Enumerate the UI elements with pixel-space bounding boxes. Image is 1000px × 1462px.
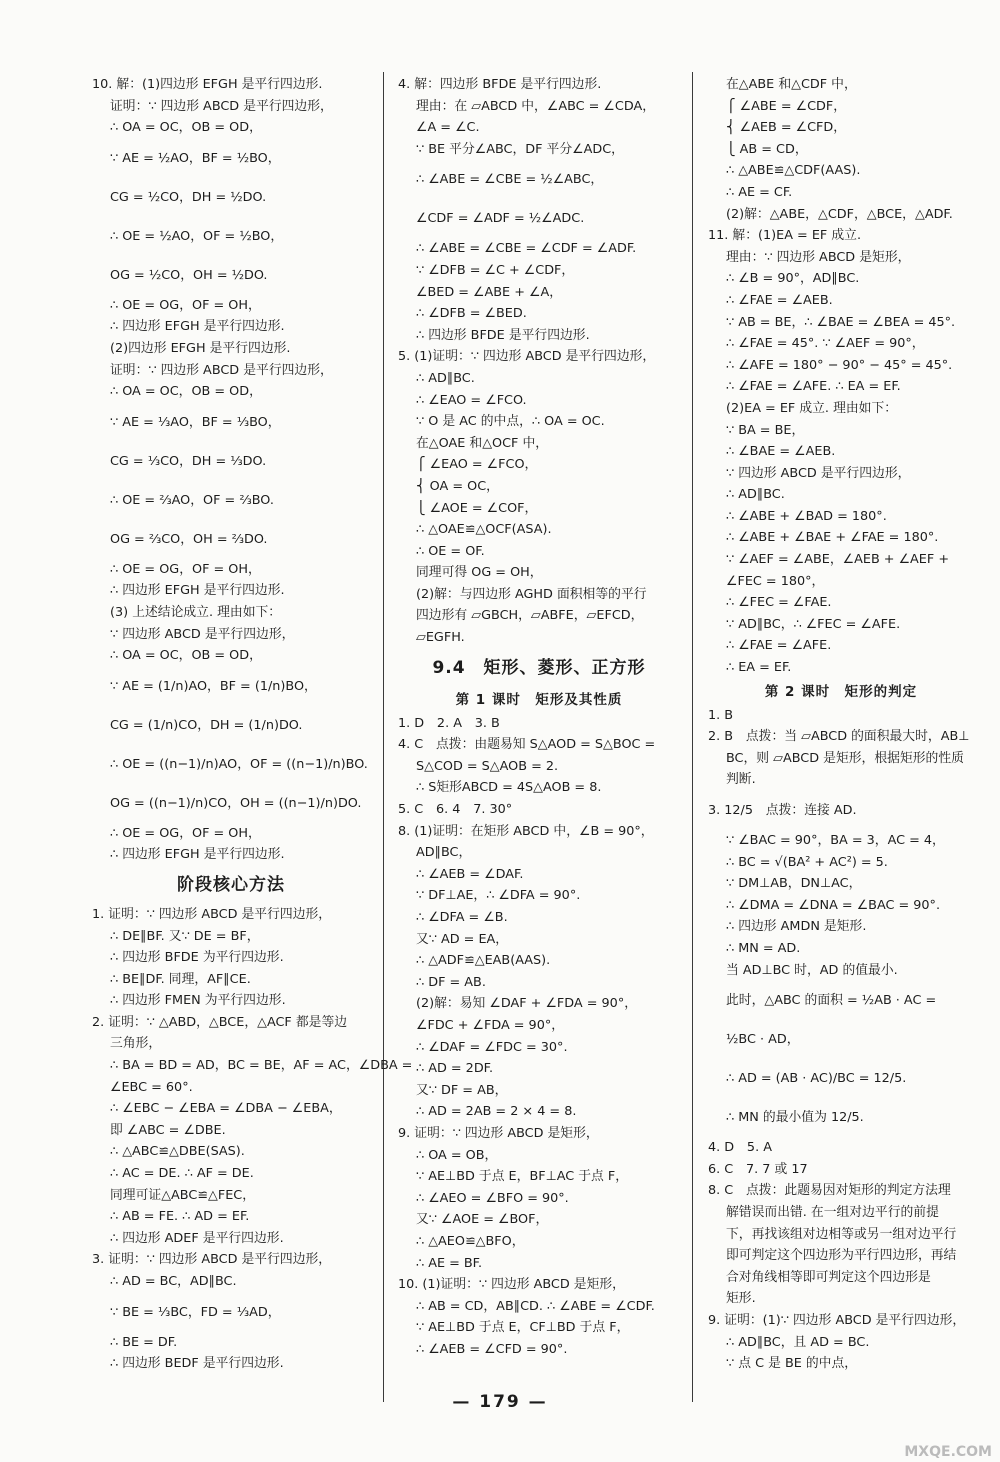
col2-line: ▱EGFH. — [416, 630, 465, 646]
col2-line: ∴ △ADF≌△EAB(AAS). — [416, 953, 551, 969]
col2-line: 9.4 矩形、菱形、正方形 — [432, 657, 646, 678]
col1-line: ∴ AC = DE. ∴ AF = DE. — [110, 1166, 254, 1182]
col3-line: ∵ 点 C 是 BE 的中点， — [726, 1356, 858, 1372]
col3-line: 9. 证明：(1)∵ 四边形 ABCD 是平行四边形， — [708, 1312, 966, 1328]
col2-line: ∴ ∠DFA = ∠B. — [416, 910, 508, 925]
col2-line: 5. (1)证明：∵ 四边形 ABCD 是平行四边形， — [398, 349, 656, 365]
col3-line: 解错误而出错. 在一组对边平行的前提 — [726, 1204, 939, 1220]
col2-line: ∴ ∠ABE = ∠CBE = ½∠ABC， — [416, 172, 604, 188]
col3-line: ∵ AB = BE，∴ ∠BAE = ∠BEA = 45°. — [726, 314, 956, 330]
col3-line: ∴ ∠B = 90°，AD∥BC. — [726, 271, 860, 287]
col3-line: 在△ABE 和△CDF 中， — [726, 77, 857, 92]
column-divider-1 — [383, 72, 384, 1402]
col2-line: ∴ ∠AEB = ∠CFD = 90°. — [416, 1341, 568, 1357]
col1-line: ∴ 四边形 ADEF 是平行四边形. — [110, 1230, 284, 1246]
col2-line: ∵ O 是 AC 的中点，∴ OA = OC. — [416, 414, 605, 430]
col3-line: ∴ AE = CF. — [726, 184, 793, 200]
col3-line: 即可判定这个四边形为平行四边形，再结 — [726, 1248, 957, 1264]
col1-line: ∴ 四边形 FMEN 为平行四边形. — [110, 993, 286, 1009]
col2-line: ∴ AE = BF. — [416, 1255, 483, 1271]
col1-line: CG = ½CO，DH = ½DO. — [110, 189, 267, 205]
col3-line: ∵ DM⊥AB，DN⊥AC， — [726, 876, 862, 892]
col3-line: ∴ ∠FAE = ∠AFE. ∴ EA = EF. — [726, 379, 901, 395]
col1-line: 同理可证△ABC≌△FEC， — [110, 1187, 256, 1203]
col2-line: 4. 解：四边形 BFDE 是平行四边形. — [398, 77, 602, 92]
col1-line: ∴ ∠EBC − ∠EBA = ∠DBA − ∠EBA， — [110, 1101, 342, 1117]
col2-line: (2)解：与四边形 AGHD 面积相等的平行 — [416, 586, 647, 602]
col2-line: 理由：在 ▱ABCD 中，∠ABC = ∠CDA， — [416, 98, 656, 114]
col3-line: 1. B — [708, 707, 734, 723]
col3-line: 2. B 点拨：当 ▱ABCD 的面积最大时，AB⊥ — [708, 729, 970, 745]
col2-line: 9. 证明：∵ 四边形 ABCD 是矩形， — [398, 1125, 599, 1141]
col1-line: ∴ OA = OC，OB = OD， — [110, 648, 262, 664]
col2-line: ∴ ∠AEB = ∠DAF. — [416, 866, 524, 882]
col1-line: 1. 证明：∵ 四边形 ABCD 是平行四边形， — [92, 906, 332, 922]
col1-line: ∴ 四边形 EFGH 是平行四边形. — [110, 847, 285, 863]
col3-line: ∠FEC = 180°， — [726, 573, 825, 589]
col1-line: ∴ AD = BC，AD∥BC. — [110, 1274, 237, 1289]
col3-line: ∴ ∠ABE + ∠BAE + ∠FAE = 180°. — [726, 530, 939, 546]
col2-line: ∵ BE 平分∠ABC，DF 平分∠ADC， — [416, 141, 624, 157]
col3-line: ∴ ∠FAE = ∠AFE. — [726, 638, 832, 654]
col3-line: ∴ MN = AD. — [726, 940, 801, 956]
col3-line: ∴ AD∥BC，且 AD = BC. — [726, 1334, 870, 1350]
col2-line: ∴ ∠AEO = ∠BFO = 90°. — [416, 1190, 569, 1206]
answer-column-right — [708, 74, 974, 1375]
col1-line: ∴ OA = OC，OB = OD， — [110, 120, 262, 136]
col2-line: ∵ AE⊥BD 于点 E，BF⊥AC 于点 F， — [416, 1169, 629, 1185]
col1-line: ∴ OE = OG，OF = OH， — [110, 825, 261, 841]
col2-line: ⎧ ∠EAO = ∠FCO， — [416, 457, 538, 473]
col3-line: (2)解：△ABE，△CDF，△BCE，△ADF. — [726, 206, 953, 222]
col3-line: ∴ EA = EF. — [726, 660, 792, 676]
col2-line: 又∵ DF = AB， — [416, 1082, 508, 1098]
col1-line: ∴ △ABC≌△DBE(SAS). — [110, 1144, 245, 1160]
col1-line: OG = ½CO，OH = ½DO. — [110, 267, 268, 283]
col1-line: ∠EBC = 60°. — [110, 1079, 193, 1095]
col3-line: ∴ ∠BAE = ∠AEB. — [726, 444, 836, 460]
col1-line: ∴ 四边形 BFDE 为平行四边形. — [110, 950, 284, 966]
col1-line: ∴ OE = ((n−1)/n)AO，OF = ((n−1)/n)BO. — [110, 756, 368, 772]
col3-line: 矩形. — [726, 1291, 756, 1307]
col1-line: OG = ⅔CO，OH = ⅔DO. — [110, 531, 268, 547]
col2-line: ∴ DF = AB. — [416, 974, 486, 990]
page-number: — 179 — — [452, 1392, 548, 1412]
col2-line: S△COD = S△AOB = 2. — [416, 758, 559, 774]
col1-line: ∴ OE = OG，OF = OH， — [110, 561, 261, 577]
col3-line: ∴ AD = (AB · AC)/BC = 12/5. — [726, 1071, 907, 1087]
col1-line: 证明：∵ 四边形 ABCD 是平行四边形， — [110, 362, 333, 378]
col2-line: ∴ OA = OB， — [416, 1147, 498, 1163]
column-divider-2 — [692, 72, 693, 1402]
col3-line: ∵ AD∥BC，∴ ∠FEC = ∠AFE. — [726, 616, 901, 632]
col1-line: 证明：∵ 四边形 ABCD 是平行四边形， — [110, 98, 333, 114]
col3-line: ∴ MN 的最小值为 12/5. — [726, 1110, 864, 1126]
col2-line: 又∵ AD = EA， — [416, 931, 509, 947]
col3-line: 4. D 5. A — [708, 1140, 772, 1156]
col2-line: 同理可得 OG = OH， — [416, 565, 543, 581]
col2-line: ⎩ ∠AOE = ∠COF， — [416, 500, 538, 516]
col1-line: ∴ OA = OC，OB = OD， — [110, 384, 262, 400]
col1-line: (3) 上述结论成立. 理由如下： — [110, 604, 282, 620]
col2-line: AD∥BC， — [416, 845, 472, 861]
col2-line: ∴ ∠EAO = ∠FCO. — [416, 392, 527, 408]
col2-line: 4. C 点拨：由题易知 S△AOD = S△BOC = — [398, 737, 656, 753]
col3-line: 合对角线相等即可判定这个四边形是 — [726, 1269, 931, 1285]
col1-line: CG = (1/n)CO，DH = (1/n)DO. — [110, 717, 303, 733]
col1-line: ∵ 四边形 ABCD 是平行四边形， — [110, 626, 295, 642]
col3-line: ⎨ ∠AEB = ∠CFD， — [726, 120, 847, 136]
col1-line: ∴ OE = OG，OF = OH， — [110, 297, 261, 313]
col2-line: 10. (1)证明：∵ 四边形 ABCD 是矩形， — [398, 1277, 625, 1293]
col2-line: ∴ AD∥BC. — [416, 370, 475, 386]
col2-line: ∴ AD = 2AB = 2 × 4 = 8. — [416, 1104, 577, 1120]
col3-line: ∵ 四边形 ABCD 是平行四边形， — [726, 465, 911, 481]
col2-line: 第 1 课时 矩形及其性质 — [455, 691, 623, 708]
col3-line: ∴ ∠FAE = 45°. ∵ ∠AEF = 90°， — [726, 336, 925, 352]
col3-line: ∴ ∠ABE + ∠BAD = 180°. — [726, 508, 887, 524]
col1-line: 三角形， — [110, 1036, 162, 1052]
col1-line: ∴ OE = ⅔AO，OF = ⅔BO. — [110, 492, 274, 508]
col2-line: 1. D 2. A 3. B — [398, 715, 500, 731]
col2-line: 又∵ ∠AOE = ∠BOF， — [416, 1212, 549, 1228]
answer-column-middle — [398, 74, 680, 1360]
col2-line: 在△OAE 和△OCF 中， — [416, 435, 549, 451]
col2-line: ⎨ OA = OC， — [416, 478, 499, 494]
col1-line: ∵ BE = ⅓BC，FD = ⅓AD， — [110, 1304, 281, 1320]
col3-line: 8. C 点拨：此题易因对矩形的判定方法理 — [708, 1183, 951, 1199]
col2-line: ∠BED = ∠ABE + ∠A， — [416, 284, 563, 300]
col3-line: 下，再找该组对边相等或另一组对边平行 — [726, 1226, 957, 1242]
col2-line: ∴ S矩形ABCD = 4S△AOB = 8. — [416, 780, 602, 796]
watermark: MXQE.COM — [904, 1444, 992, 1460]
col1-line: ∴ OE = ½AO，OF = ½BO， — [110, 228, 284, 244]
col3-line: 第 2 课时 矩形的判定 — [764, 683, 918, 700]
col1-line: ∴ BA = BD = AD，BC = BE，AF = AC，∠DBA = — [110, 1058, 413, 1074]
col3-line: 理由：∵ 四边形 ABCD 是矩形， — [726, 249, 911, 265]
col3-line: ∴ △ABE≌△CDF(AAS). — [726, 163, 861, 179]
col2-line: ∵ ∠DFB = ∠C + ∠CDF， — [416, 262, 575, 278]
col2-line: ∵ AE⊥BD 于点 E，CF⊥BD 于点 F， — [416, 1320, 630, 1336]
col2-line: ∵ DF⊥AE，∴ ∠DFA = 90°. — [416, 888, 581, 904]
col3-line: ∵ ∠AEF = ∠ABE，∠AEB + ∠AEF + — [726, 552, 950, 568]
col1-line: CG = ⅓CO，DH = ⅓DO. — [110, 453, 267, 469]
col3-line: ∴ ∠DMA = ∠DNA = ∠BAC = 90°. — [726, 897, 941, 913]
col2-line: ∴ ∠DAF = ∠FDC = 30°. — [416, 1039, 568, 1055]
col2-line: ∴ OE = OF. — [416, 543, 485, 559]
col2-line: ∴ ∠ABE = ∠CBE = ∠CDF = ∠ADF. — [416, 241, 637, 257]
col2-line: ∴ △OAE≌△OCF(ASA). — [416, 522, 552, 538]
col3-line: ∴ AD∥BC. — [726, 487, 785, 503]
col1-line: 3. 证明：∵ 四边形 ABCD 是平行四边形， — [92, 1252, 332, 1268]
col3-line: 3. 12/5 点拨：连接 AD. — [708, 803, 857, 818]
col3-line: ∴ 四边形 AMDN 是矩形. — [726, 919, 867, 935]
col1-line: ∴ BE∥DF. 同理，AF∥CE. — [110, 971, 251, 987]
col3-line: ∵ BA = BE， — [726, 422, 805, 438]
col3-line: 11. 解：(1)EA = EF 成立. — [708, 228, 862, 244]
col1-line: ∴ AB = FE. ∴ AD = EF. — [110, 1209, 250, 1225]
col1-line: ∴ BE = DF. — [110, 1334, 178, 1350]
col3-line: ∴ ∠FEC = ∠FAE. — [726, 595, 832, 611]
col1-line: ∵ AE = (1/n)AO，BF = (1/n)BO， — [110, 678, 317, 694]
col1-line: 阶段核心方法 — [177, 874, 285, 895]
col2-line: ∴ 四边形 BFDE 是平行四边形. — [416, 327, 590, 343]
col3-line: ⎧ ∠ABE = ∠CDF， — [726, 98, 847, 114]
col2-line: ∴ △AEO≌△BFO， — [416, 1233, 525, 1249]
col2-line: ∴ AD = 2DF. — [416, 1061, 494, 1077]
col3-line: 6. C 7. 7 或 17 — [708, 1161, 808, 1177]
col2-line: ∴ ∠DFB = ∠BED. — [416, 306, 527, 322]
col1-line: 10. 解：(1)四边形 EFGH 是平行四边形. — [92, 77, 323, 92]
col1-line: ∵ AE = ½AO，BF = ½BO， — [110, 150, 281, 166]
col1-line: OG = ((n−1)/n)CO，OH = ((n−1)/n)DO. — [110, 795, 362, 811]
answer-column-left — [92, 74, 413, 1375]
col3-line: 判断. — [726, 772, 756, 788]
col2-line: 四边形有 ▱GBCH，▱ABFE，▱EFCD， — [416, 608, 644, 624]
col2-line: (2)解：易知 ∠DAF + ∠FDA = 90°， — [416, 996, 638, 1012]
col1-line: 2. 证明：∵ △ABD，△BCE，△ACF 都是等边 — [92, 1014, 348, 1030]
col3-line: 当 AD⊥BC 时，AD 的值最小. — [726, 962, 898, 978]
col2-line: ∴ AB = CD，AB∥CD. ∴ ∠ABE = ∠CDF. — [416, 1298, 655, 1314]
col1-line: ∵ AE = ⅓AO，BF = ⅓BO， — [110, 414, 281, 430]
col1-line: 即 ∠ABC = ∠DBE. — [110, 1122, 226, 1138]
col3-line: (2)EA = EF 成立. 理由如下： — [726, 400, 898, 416]
col3-line: ∵ ∠BAC = 90°，BA = 3，AC = 4， — [726, 833, 945, 848]
col3-line: 此时，△ABC 的面积 = ½AB · AC = — [726, 993, 937, 1009]
col1-line: ∴ DE∥BF. 又∵ DE = BF， — [110, 928, 260, 944]
col3-line: ⎩ AB = CD， — [726, 141, 808, 157]
col3-line: ½BC · AD， — [726, 1032, 800, 1048]
col2-line: 5. C 6. 4 7. 30° — [398, 802, 513, 818]
col1-line: (2)四边形 EFGH 是平行四边形. — [110, 340, 291, 356]
col1-line: ∴ 四边形 EFGH 是平行四边形. — [110, 319, 285, 335]
col2-line: ∠A = ∠C. — [416, 120, 480, 136]
col1-line: ∴ 四边形 EFGH 是平行四边形. — [110, 583, 285, 599]
col2-line: ∠FDC + ∠FDA = 90°， — [416, 1017, 565, 1033]
col3-line: ∴ BC = √(BA² + AC²) = 5. — [726, 854, 888, 870]
col1-line: ∴ 四边形 BEDF 是平行四边形. — [110, 1356, 284, 1372]
col2-line: ∠CDF = ∠ADF = ½∠ADC. — [416, 211, 585, 227]
col3-line: ∴ ∠AFE = 180° − 90° − 45° = 45°. — [726, 357, 953, 373]
col3-line: BC，则 ▱ABCD 是矩形，根据矩形的性质 — [726, 750, 964, 766]
col3-line: ∴ ∠FAE = ∠AEB. — [726, 292, 833, 308]
col2-line: 8. (1)证明：在矩形 ABCD 中，∠B = 90°， — [398, 823, 654, 839]
